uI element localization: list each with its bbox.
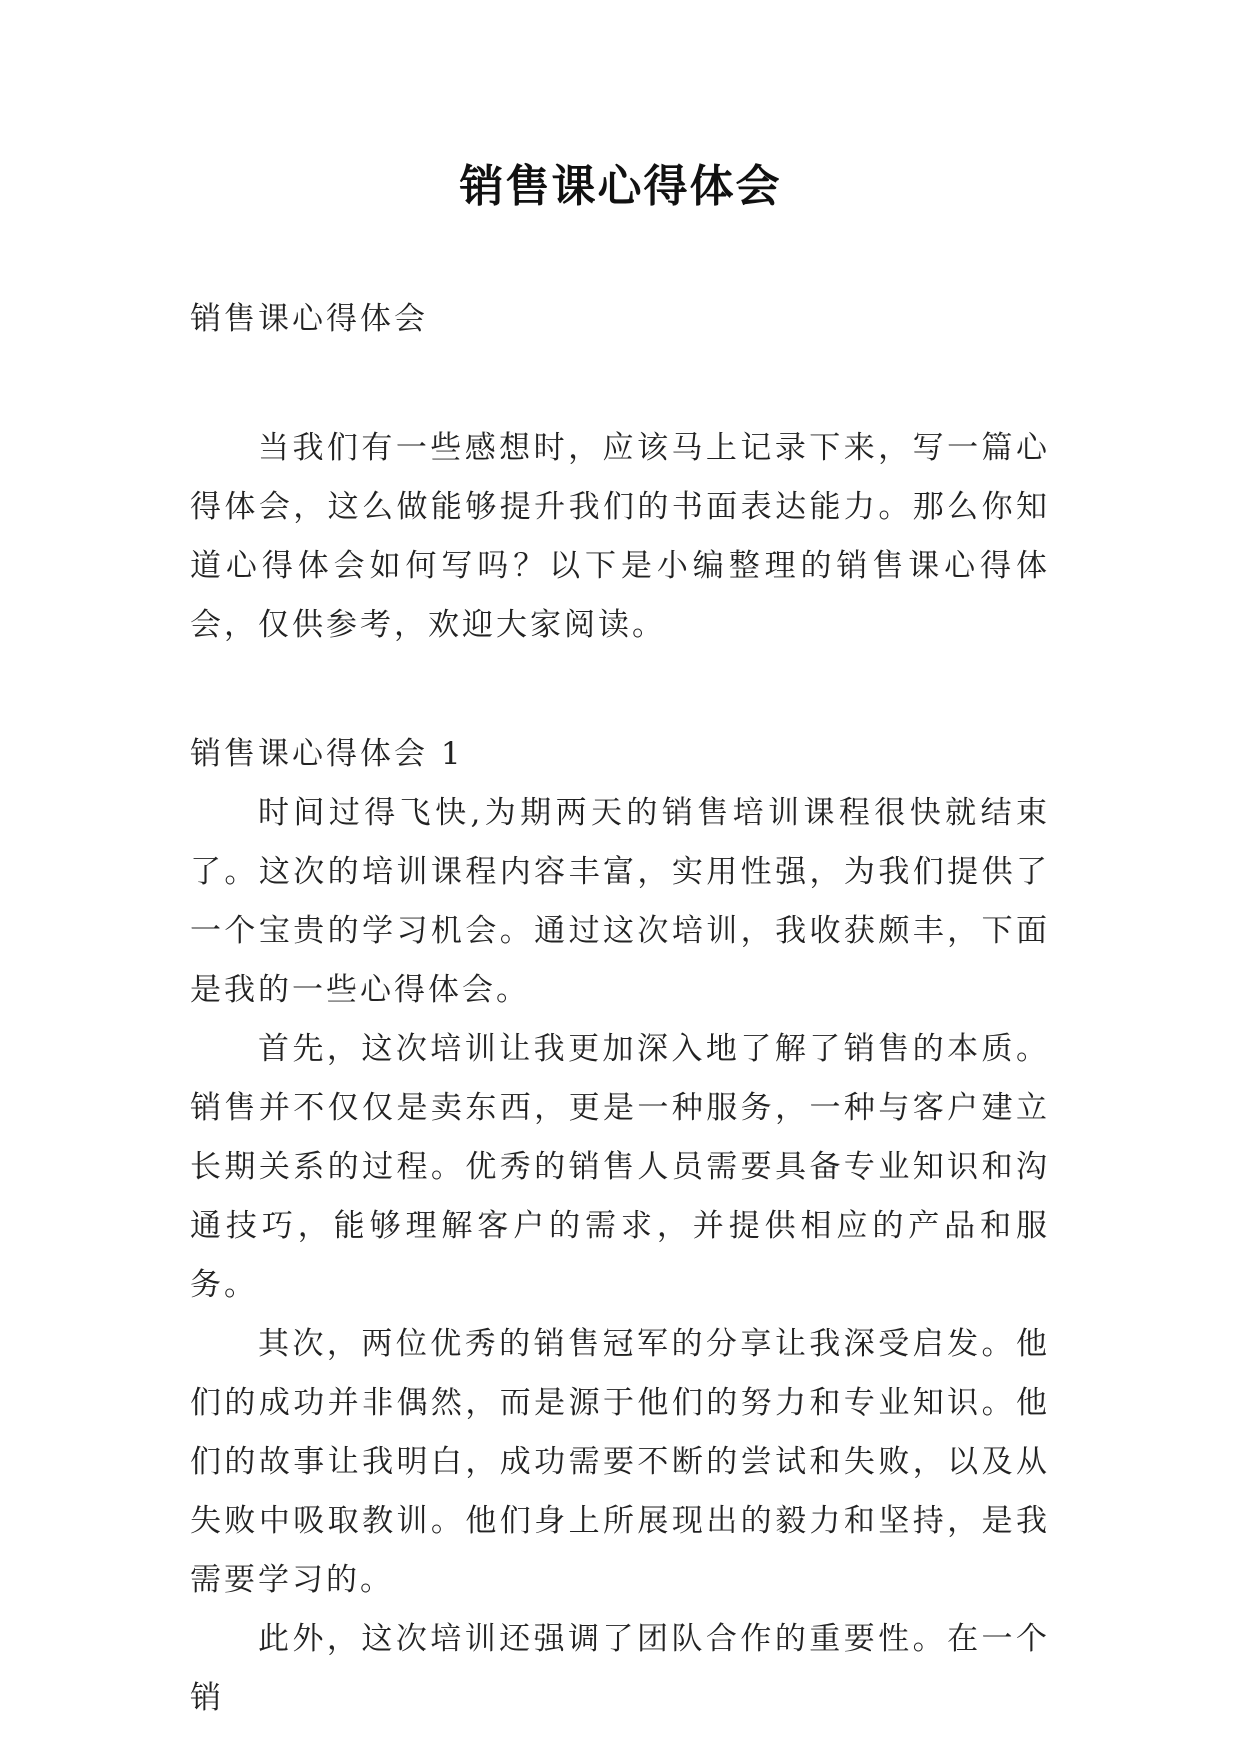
body-paragraph: 此外，这次培训还强调了团队合作的重要性。在一个销	[190, 1621, 1050, 1716]
body-paragraph: 首先，这次培训让我更加深入地了解了销售的本质。销售并不仅仅是卖东西，更是一种服务，一种与客户建立长期关系的过程。优秀的销售人员需要具备专业知识和沟通技巧，能够理解客户的需求，并提供相应的产品和服务。	[190, 1031, 1050, 1303]
document-subtitle: 销售课心得体会	[190, 301, 428, 337]
document-body	[190, 290, 1050, 1728]
document-title: 销售课心得体会	[459, 161, 782, 212]
spacer	[190, 655, 1050, 725]
intro-paragraph: 当我们有一些感想时，应该马上记录下来，写一篇心得体会，这么做能够提升我们的书面表达能力。那么你知道心得体会如何写吗？以下是小编整理的销售课心得体会，仅供参考，欢迎大家阅读。	[190, 430, 1050, 643]
spacer	[190, 349, 1050, 419]
body-paragraph: 时间过得飞快,为期两天的销售培训课程很快就结束了。这次的培训课程内容丰富，实用性强，为我们提供了一个宝贵的学习机会。通过这次培训，我收获颇丰，下面是我的一些心得体会。	[190, 795, 1050, 1008]
section-heading: 销售课心得体会 1	[190, 736, 464, 772]
body-paragraph: 其次，两位优秀的销售冠军的分享让我深受启发。他们的成功并非偶然，而是源于他们的努力和专业知识。他们的故事让我明白，成功需要不断的尝试和失败，以及从失败中吸取教训。他们身上所展现出的毅力和坚持，是我需要学习的。	[190, 1326, 1050, 1598]
